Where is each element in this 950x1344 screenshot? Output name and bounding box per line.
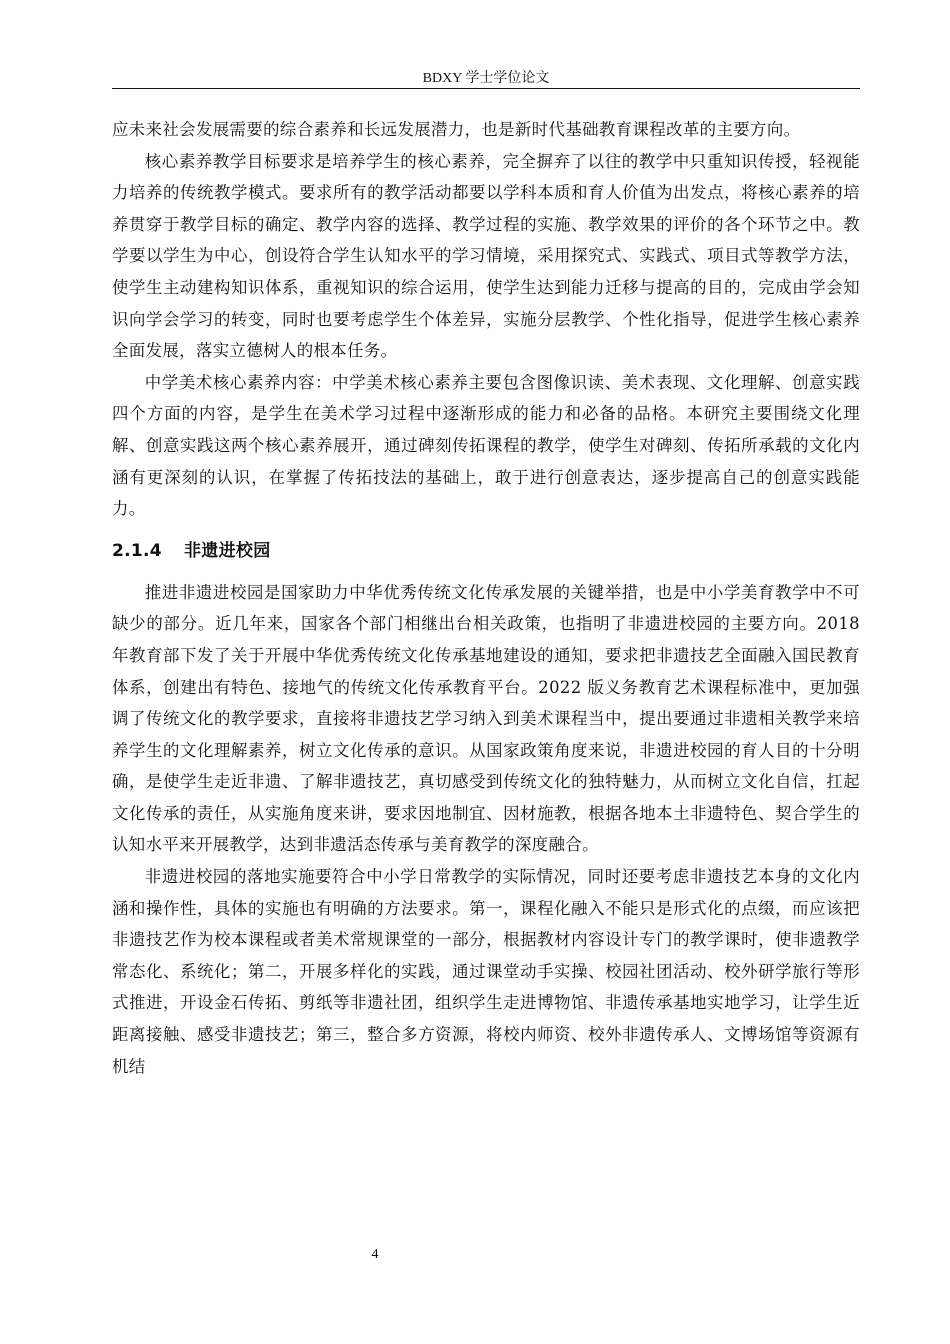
section-number: 2.1.4: [112, 540, 162, 561]
page-number: 4: [371, 1247, 379, 1262]
page-body: [112, 114, 860, 1082]
body-paragraph: 中学美术核心素养内容：中学美术核心素养主要包含图像识读、美术表现、文化理解、创意实践四个方面的内容，是学生在美术学习过程中逐渐形成的能力和必备的品格。本研究主要围绕文化理解、创意实践这两个核心素养展开，通过碑刻传拓课程的教学，使学生对碑刻、传拓所承载的文化内涵有更深刻的认识，在掌握了传拓技法的基础上，敢于进行创意表达，逐步提高自己的创意实践能力。: [112, 372, 860, 519]
body-paragraph: 核心素养教学目标要求是培养学生的核心素养，完全摒弃了以往的教学中只重知识传授，轻视能力培养的传统教学模式。要求所有的教学活动都要以学科本质和育人价值为出发点，将核心素养的培养贯穿于教学目标的确定、教学内容的选择、教学过程的实施、教学效果的评价的各个环节之中。教学要以学生为中心，创设符合学生认知水平的学习情境，采用探究式、实践式、项目式等教学方法，使学生主动建构知识体系，重视知识的综合运用，使学生达到能力迁移与提高的目的，完成由学会知识向学会学习的转变，同时也要考虑学生个体差异，实施分层教学、个性化指导，促进学生核心素养全面发展，落实立德树人的根本任务。: [112, 151, 860, 361]
body-paragraph: 推进非遗进校园是国家助力中华优秀传统文化传承发展的关键举措，也是中小学美育教学中不可缺少的部分。近几年来，国家各个部门相继出台相关政策，也指明了非遗进校园的主要方向。2018 年教育部下发了关于开展中华优秀传统文化传承基地建设的通知，要求把非遗技艺全面融入国民教育体系，创建出有特色、接地气的传统文化传承教育平台。2022 版义务教育艺术课程标准中，更加强调了传统文化的教学要求，直接将非遗技艺学习纳入到美术课程当中，提出要通过非遗相关教学来培养学生的文化理解素养，树立文化传承的意识。从国家政策角度来说，非遗进校园的育人目的十分明确，是使学生走近非遗、了解非遗技艺，真切感受到传统文化的独特魅力，从而树立文化自信，扛起文化传承的责任，从实施角度来讲，要求因地制宜、因材施教，根据各地本土非遗特色、契合学生的认知水平来开展教学，达到非遗活态传承与美育教学的深度融合。: [112, 582, 860, 855]
body-paragraph: 应未来社会发展需要的综合素养和长远发展潜力，也是新时代基础教育课程改革的主要方向。: [112, 120, 801, 139]
body-paragraph: 非遗进校园的落地实施要符合中小学日常教学的实际情况，同时还要考虑非遗技艺本身的文化内涵和操作性，具体的实施也有明确的方法要求。第一，课程化融入不能只是形式化的点缀，而应该把非遗技艺作为校本课程或者美术常规课堂的一部分，根据教材内容设计专门的教学课时，使非遗教学常态化、系统化；第二，开展多样化的实践，通过课堂动手实操、校园社团活动、校外研学旅行等形式推进，开设金石传拓、剪纸等非遗社团，组织学生走进博物馆、非遗传承基地实地学习，让学生近距离接触、感受非遗技艺；第三，整合多方资源，将校内师资、校外非遗传承人、文博场馆等资源有机结: [112, 867, 860, 1076]
running-header: BDXY 学士学位论文: [422, 71, 550, 86]
header-divider: [112, 88, 860, 89]
section-heading: [112, 537, 860, 565]
section-title: 非遗进校园: [184, 540, 271, 561]
